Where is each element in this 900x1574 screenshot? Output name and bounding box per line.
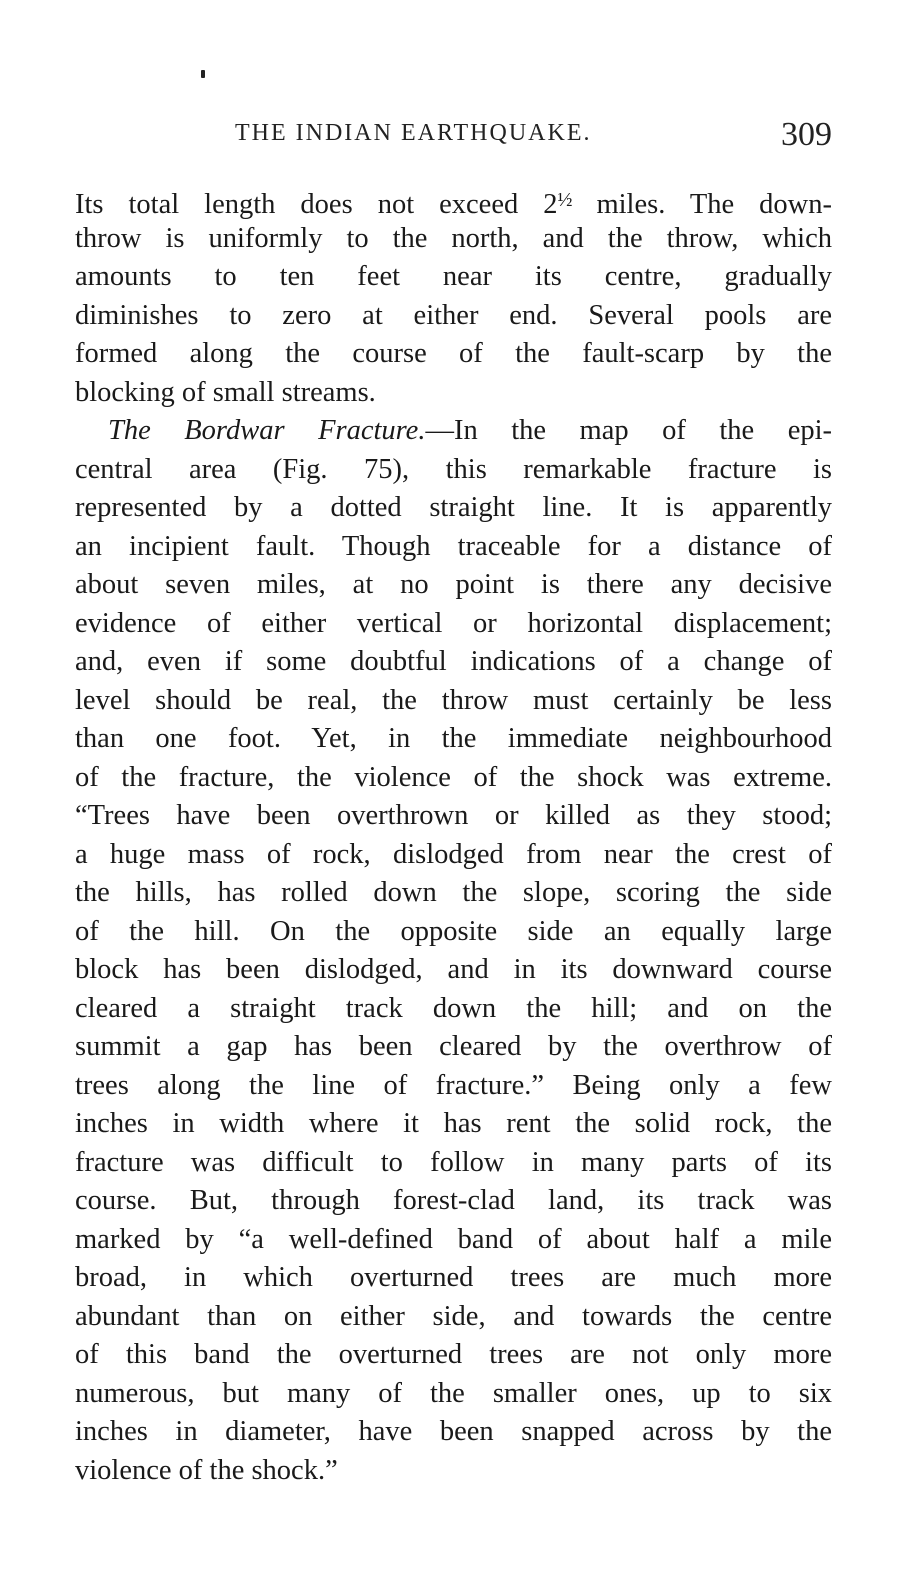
running-title: THE INDIAN EARTHQUAKE. <box>235 120 592 146</box>
running-head <box>75 116 832 158</box>
text-line: fracture was difficult to follow in many parts of its <box>75 1146 832 1178</box>
text-line: level should be real, the throw must certainly be less <box>75 684 832 716</box>
text-line: about seven miles, at no point is there any decisive <box>75 569 832 600</box>
body-text <box>75 181 832 1490</box>
text-line: evidence of either vertical or horizontal displacement; <box>75 607 832 639</box>
section-heading: The Bordwar Fracture. <box>108 415 426 446</box>
text-line: blocking of small streams. <box>75 376 376 408</box>
text-line: “Trees have been overthrown or killed as they stood; <box>75 800 832 831</box>
text-line: than one foot. Yet, in the immediate neighbourhood <box>75 723 832 754</box>
text-line: the hills, has rolled down the slope, scoring the side <box>75 877 832 908</box>
text-line: of the hill. On the opposite side an equally large <box>75 915 832 947</box>
text-line: amounts to ten feet near its centre, gradually <box>75 261 832 292</box>
text-line: a huge mass of rock, dislodged from near the crest of <box>75 838 832 870</box>
text-line: summit a gap has been cleared by the overthrow of <box>75 1031 832 1062</box>
text-line: block has been dislodged, and in its downward course <box>75 954 832 985</box>
text-line: trees along the line of fracture.” Being only a few <box>75 1069 832 1101</box>
fraction: ½ <box>557 189 572 211</box>
text-line: central area (Fig. 75), this remarkable fracture is <box>75 453 832 485</box>
text-line: cleared a straight track down the hill; and on the <box>75 992 832 1024</box>
text-line: violence of the shock.” <box>75 1454 338 1486</box>
text-line: of the fracture, the violence of the shock was extreme. <box>75 761 832 793</box>
text-line: inches in diameter, have been snapped across by the <box>75 1416 832 1447</box>
text-line: marked by “a well-defined band of about half a mile <box>75 1223 832 1255</box>
text-line: throw is uniformly to the north, and the throw, which <box>75 222 832 254</box>
text-line: represented by a dotted straight line. It is apparently <box>75 492 832 523</box>
text-line: formed along the course of the fault-scarp by the <box>75 338 832 369</box>
text-line <box>75 181 832 220</box>
text-line <box>75 412 832 451</box>
text-line: abundant than on either side, and towards the centre <box>75 1300 832 1332</box>
page-number: 309 <box>781 116 832 153</box>
ink-speck <box>201 70 205 78</box>
text-fragment: miles. The down- <box>571 188 832 220</box>
text-fragment: Its total length does not exceed 2 <box>75 188 558 220</box>
text-line: an incipient fault. Though traceable for a distance of <box>75 530 832 562</box>
text-line: and, even if some doubtful indications of a change of <box>75 646 832 677</box>
text-line: diminishes to zero at either end. Several pools are <box>75 299 832 331</box>
text-line: broad, in which overturned trees are much more <box>75 1262 832 1293</box>
text-line: numerous, but many of the smaller ones, up to six <box>75 1377 832 1409</box>
text-line: of this band the overturned trees are not only more <box>75 1339 832 1370</box>
text-line: course. But, through forest-clad land, its track was <box>75 1185 832 1216</box>
text-fragment: —In the map of the epi- <box>425 415 832 446</box>
text-line: inches in width where it has rent the solid rock, the <box>75 1108 832 1139</box>
